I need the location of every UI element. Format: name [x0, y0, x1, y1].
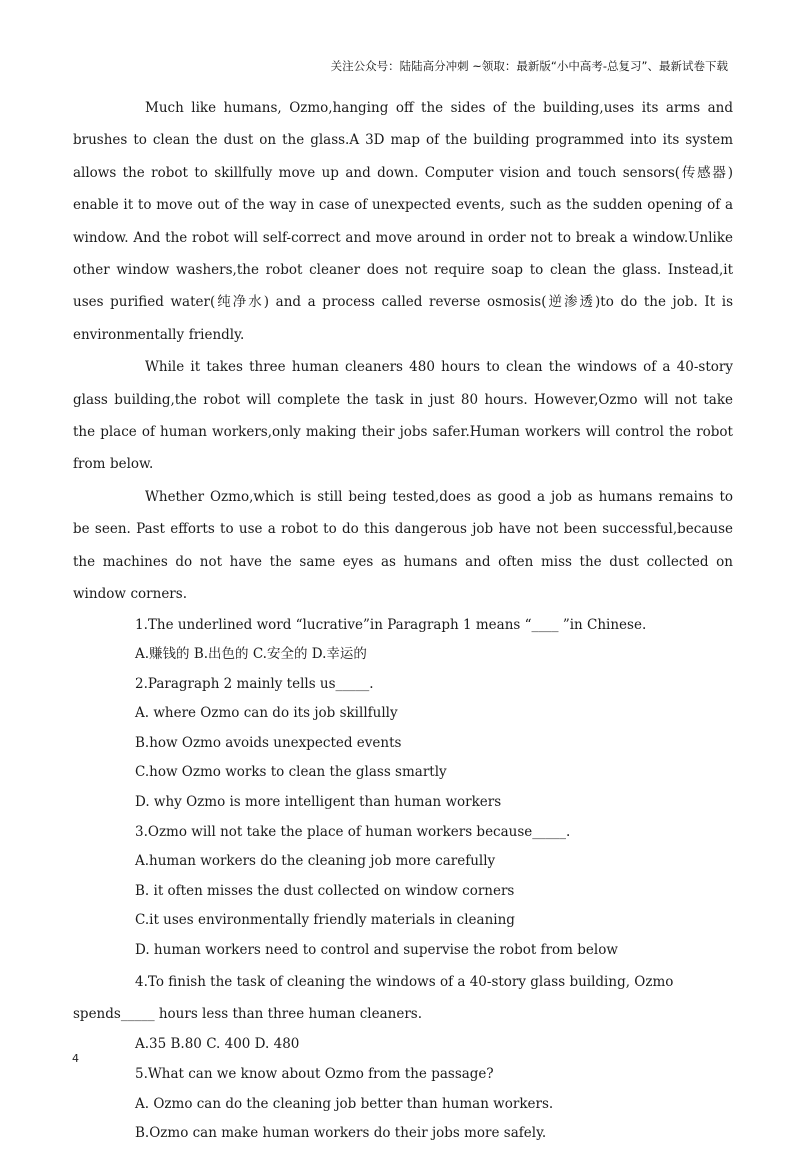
question-4-stem: 4.To finish the task of cleaning the windows of a 40-story glass building, Ozmo spends_____ hours less than three human cleaners. — [73, 973, 674, 1023]
question-2-option-b: B.how Ozmo avoids unexpected events — [135, 734, 402, 751]
question-2-option-d: D. why Ozmo is more intelligent than human workers — [135, 794, 502, 811]
question-2-stem: 2.Paragraph 2 mainly tells us_____. — [135, 675, 374, 692]
passage-paragraph-3: Whether Ozmo,which is still being tested,does as good a job as humans remains to be seen. Past efforts to use a robot to do this dangerous job have not been successful,because the machines do not have the same eyes as humans and often miss the dust collected on window corners. — [73, 488, 733, 603]
question-5-stem: 5.What can we know about Ozmo from the passage? — [135, 1066, 494, 1083]
question-3-stem: 3.Ozmo will not take the place of human workers because_____. — [135, 823, 571, 840]
question-2-option-c: C.how Ozmo works to clean the glass smartly — [135, 764, 447, 781]
passage-paragraph-1: Much like humans, Ozmo,hanging off the sides of the building,uses its arms and brushes to clean the dust on the glass.A 3D map of the building programmed into its system allows the robot to skillfully move up and down. Computer vision and touch sensors(传感器) enable it to move out of the way in case of unexpected events, such as the sudden opening of a window. And the robot will self-correct and move around in order not to break a window.Unlike other window washers,the robot cleaner does not require soap to clean the glass. Instead,it uses purified water(纯净水) and a process called reverse osmosis(逆渗透)to do the job. It is environmentally friendly. — [73, 100, 733, 343]
question-3-option-c: C.it uses environmentally friendly materials in cleaning — [135, 912, 515, 929]
question-1-options: A.赚钱的 B.出色的 C.安全的 D.幸运的 — [135, 646, 367, 663]
question-5-option-a: A. Ozmo can do the cleaning job better than human workers. — [135, 1095, 554, 1112]
question-5-option-b: B.Ozmo can make human workers do their jobs more safely. — [135, 1125, 547, 1142]
page-number: 4 — [72, 1052, 79, 1065]
question-3-option-a: A.human workers do the cleaning job more carefully — [135, 853, 496, 870]
question-1-stem: 1.The underlined word “lucrative”in Paragraph 1 means “____ ”in Chinese. — [135, 616, 647, 633]
question-3-option-d: D. human workers need to control and supervise the robot from below — [135, 942, 618, 959]
question-4-options: A.35 B.80 C. 400 D. 480 — [135, 1036, 300, 1053]
question-2-option-a: A. where Ozmo can do its job skillfully — [135, 705, 398, 722]
document-body — [73, 92, 733, 1149]
question-3-option-b: B. it often misses the dust collected on window corners — [135, 882, 515, 899]
page-header: 关注公众号：陆陆高分冲刺 ~领取：最新版“小中高考-总复习”、最新试卷下载 — [330, 59, 728, 73]
passage-paragraph-2: While it takes three human cleaners 480 hours to clean the windows of a 40-story glass building,the robot will complete the task in just 80 hours. However,Ozmo will not take the place of human workers,only making their jobs safer.Human workers will control the robot from below. — [73, 359, 733, 473]
